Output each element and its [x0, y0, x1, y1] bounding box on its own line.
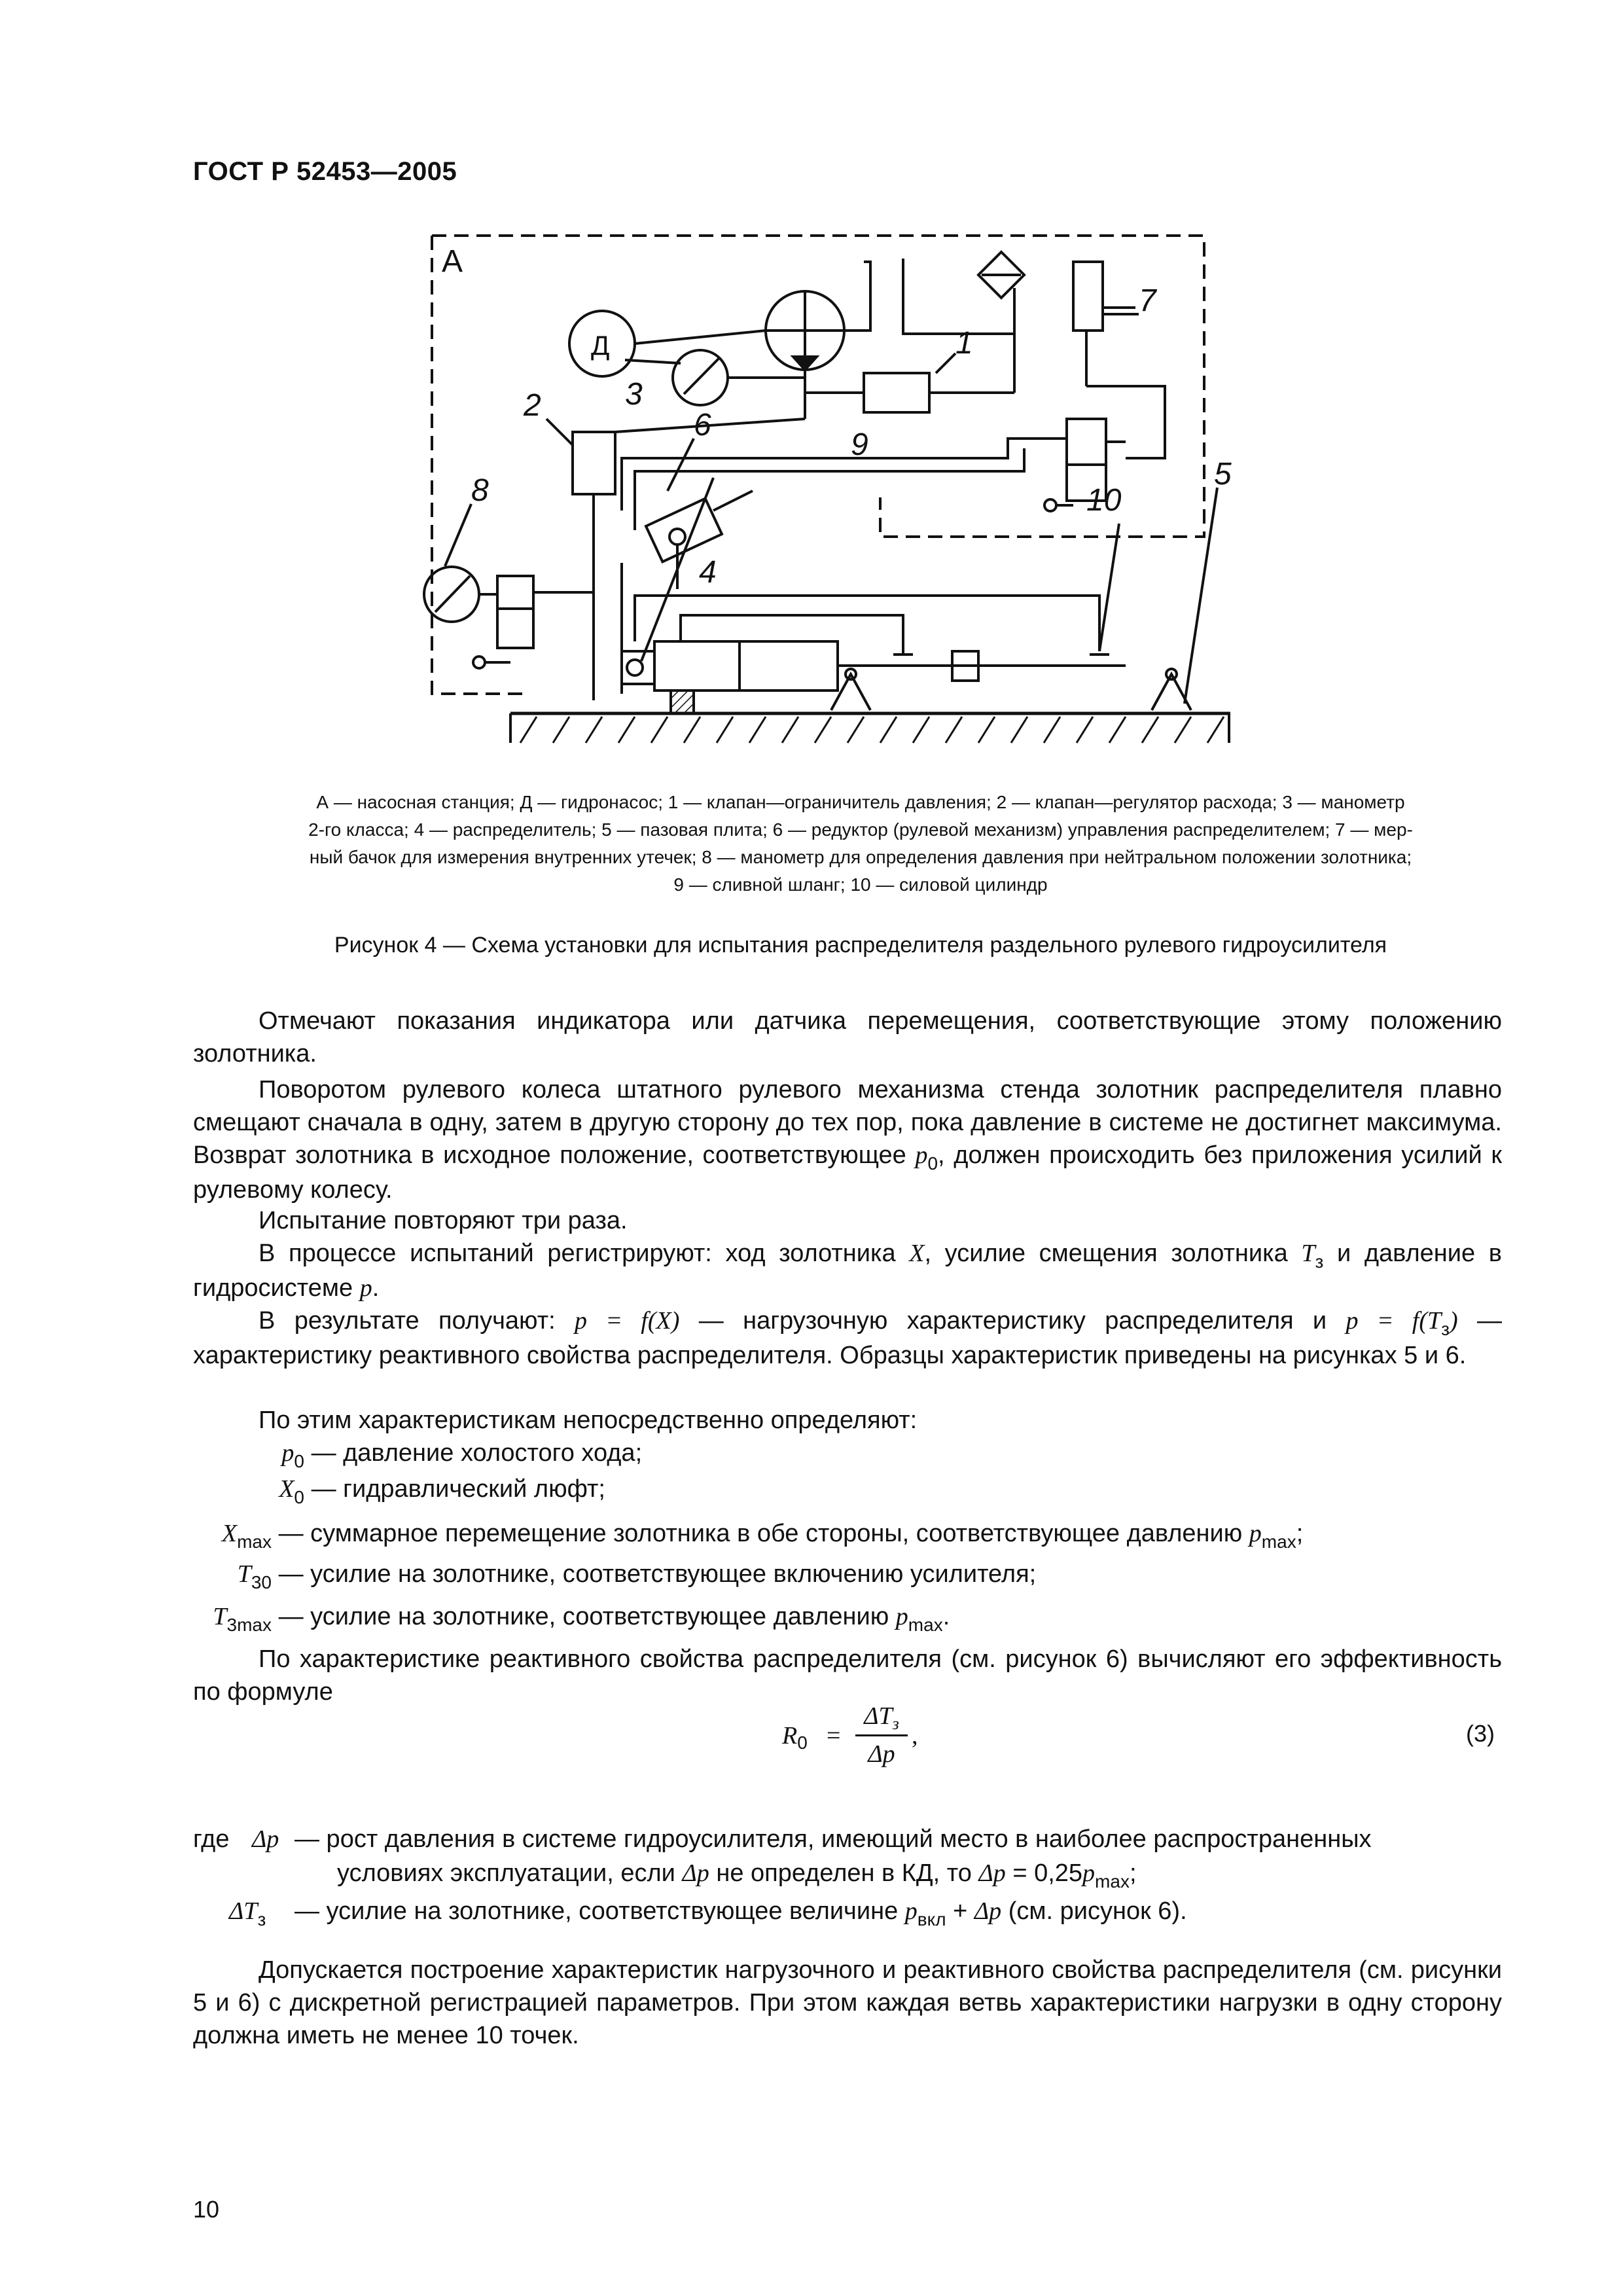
label-2: 2 — [524, 388, 541, 423]
label-motor: Д — [591, 330, 610, 361]
measuring-tank-7 — [1073, 262, 1103, 331]
where-dp-text-2: условиях эксплуатации, если Δp не определен в КД, то $\Delta p = 0,25p_{max}$; — [337, 1859, 1137, 1892]
label-1: 1 — [955, 326, 973, 361]
label-7: 7 — [1139, 283, 1156, 318]
standard-header: ГОСТ Р 52453—2005 — [193, 157, 457, 186]
paragraph-5: В результате получают: p = f(X) — нагрузочную характеристику распределителя и $p = f(T_з)$ — характеристику реактивного свойства распределителя. Образцы характеристик приведены на рисунках 5 и 6. — [193, 1307, 1503, 1369]
flow-regulator-2 — [573, 432, 615, 494]
formula-3: $R_0$ = $\Delta T_з$ Δp , — [782, 1702, 918, 1768]
label-4: 4 — [699, 555, 717, 590]
definition-x0: $X_0$ — гидравлический люфт; — [279, 1475, 605, 1507]
label-6: 6 — [694, 408, 711, 442]
label-9: 9 — [851, 427, 868, 462]
paragraph-4: В процессе испытаний регистрируют: ход золотника X, усилие смещения золотника $T_з$ и давление в гидросистеме p. — [193, 1240, 1502, 1302]
paragraph-1: Отмечают показания индикатора или датчика перемещения, соответствующие этому положению золотника. — [193, 1007, 1502, 1067]
relief-valve-1 — [864, 373, 929, 412]
label-5: 5 — [1214, 457, 1232, 492]
label-3: 3 — [625, 377, 643, 412]
figure-title: Рисунок 4 — Схема установки для испытания распределителя раздельного рулевого гидроусилителя — [334, 933, 1387, 958]
label-station: А — [442, 244, 463, 279]
where-dt-text: — усилие на золотнике, соответствующее величине $p_{вкл} + \Delta p$ (см. рисунок 6). — [294, 1897, 1187, 1929]
paragraph-8: Допускается построение характеристик нагрузочного и реактивного свойства распределителя (см. рисунки 5 и 6) с дискретной регистрацией параметров. При этом каждая ветвь характеристики нагрузки в одну сторону должна иметь не менее 10 точек. — [193, 1956, 1502, 2049]
paragraph-6: По этим характеристикам непосредственно определяют: — [259, 1407, 918, 1434]
label-10: 10 — [1086, 483, 1122, 518]
figure-legend-line-2: 2-го класса; 4 — распределитель; 5 — пазовая плита; 6 — редуктор (рулевой механизм) управления распределителем; 7 — мер- — [308, 819, 1413, 840]
equation-number: (3) — [1466, 1720, 1495, 1747]
power-cylinder-10 — [654, 641, 838, 691]
where-dp-text-1: — рост давления в системе гидроусилителя, имеющий место в наиболее распространенных — [294, 1825, 1372, 1853]
where-dt-symbol: $\Delta T_з$ — [229, 1897, 266, 1929]
hydraulic-test-rig-diagram — [406, 223, 1270, 766]
paragraph-2: Поворотом рулевого колеса штатного рулевого механизма стенда золотник распределителя плавно смещают сначала в одну, затем в другую сторону до тех пор, пока давление в системе не достигнет максимума. Возврат золотника в исходное положение, соответствующее $p_0$, должен происходить без приложения усилий к рулевому колесу. — [193, 1076, 1502, 1204]
definition-xmax: $X_{max}$ — суммарное перемещение золотника в обе стороны, соответствующее давлению $p_{max}$; — [221, 1520, 1304, 1552]
label-8: 8 — [471, 473, 489, 508]
definition-t30: $T_{30}$ — усилие на золотнике, соответствующее включению усилителя; — [237, 1560, 1037, 1592]
figure-legend-line-1: А — насосная станция; Д — гидронасос; 1 — клапан—ограничитель давления; 2 — клапан—регулятор расхода; 3 — манометр — [316, 792, 1405, 812]
figure-legend-line-4: 9 — сливной шланг; 10 — силовой цилиндр — [673, 874, 1048, 895]
where-dp-symbol: Δp — [252, 1825, 279, 1853]
paragraph-3: Испытание повторяют три раза. — [259, 1207, 628, 1234]
page-number: 10 — [193, 2196, 220, 2223]
definition-p0: $p_0$ — давление холостого хода; — [281, 1439, 643, 1471]
support-post — [671, 691, 694, 713]
figure-legend-line-3: ный бачок для измерения внутренних утечек; 8 — манометр для определения давления при нейтральном положении золотника; — [309, 847, 1412, 867]
definition-t3max: $T_{3max}$ — усилие на золотнике, соответствующее давлению $p_{max}$. — [213, 1603, 950, 1635]
paragraph-7: По характеристике реактивного свойства распределителя (см. рисунок 6) вычисляют его эффективность по формуле — [193, 1645, 1502, 1706]
where-word: где — [193, 1825, 230, 1853]
valve-block-right — [1067, 419, 1106, 465]
